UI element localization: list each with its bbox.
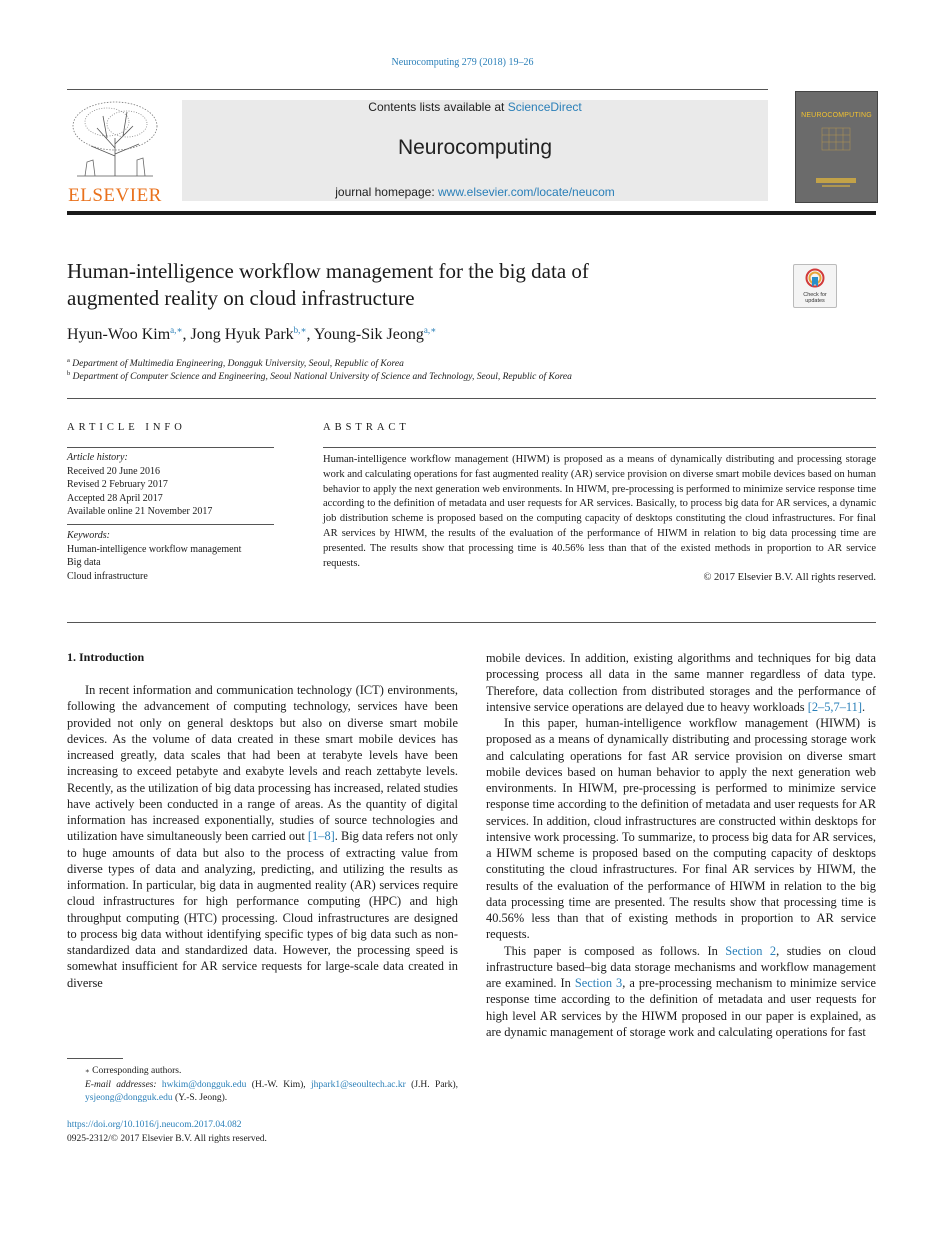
intro-paragraph bbox=[486, 650, 876, 715]
intro-paragraph: In this paper, human-intelligence workflow management (HIWM) is proposed as a means of dynamically distributing and processing storage work and calculating operations for fast AR service provision on diverse smart mobile devices based on human behavior to apply the next generation web environments. In HIWM, pre-processing is performed to minimize service response time according to the definition of metadata and user requests for AR services. In addition, cloud infrastructures are constructed within desktops for intensive work processing. To summarize, to process big data for AR services, a HIWM scheme is proposed based on the computing capacity of desktops constituting the cloud infrastructures. For final AR services by HIWM, the results of the evaluation of the performance of HIWM in relation to the big data processing time are presented. The results show that processing time is 40.56% less than that of existing methods in proportion to AR service requests. bbox=[486, 716, 876, 942]
intro-text: mobile devices. In addition, existing algorithms and techniques for big data processing process all data in the same manner regardless of data type. Therefore, data collection from distributed storages and the performance of intensive service operations are delayed due to heavy workloads bbox=[486, 651, 876, 714]
header-divider bbox=[67, 398, 876, 399]
abstract-rule bbox=[323, 447, 876, 448]
cover-graphic-icon bbox=[796, 92, 877, 202]
homepage-link[interactable]: www.elsevier.com/locate/neucom bbox=[438, 185, 615, 199]
author-mark[interactable]: b,∗ bbox=[293, 325, 307, 335]
email-link[interactable]: ysjeong@dongguk.edu bbox=[85, 1093, 173, 1103]
history-item: Accepted 28 April 2017 bbox=[67, 492, 163, 504]
intro-text: . bbox=[861, 699, 866, 714]
journal-homepage bbox=[182, 185, 768, 199]
affiliation bbox=[67, 370, 572, 382]
history-item: Revised 2 February 2017 bbox=[67, 479, 168, 490]
bookmark-icon bbox=[805, 268, 825, 290]
check-for-updates-badge[interactable] bbox=[793, 264, 837, 308]
homepage-prefix: journal homepage: bbox=[335, 185, 438, 199]
intro-text: In recent information and communication technology (ICT) environments, following the advancement of computing technology, services have been provided not only on general desktops but also on diverse smart mobile devices. As the volume of data created in these smart mobile devices has increased greatly, data scales that had been at terabyte levels have been increasing to exceed petabyte and exabyte levels and reach zettabyte levels. Recently, as the utilization of big data processing has increased, related studies have actively been conducted in a range of areas. As the quantity of digital information has increased exponentially, studies of source technologies and utilization have simultaneously been carried out bbox=[67, 683, 458, 844]
citation-link[interactable]: [1–8] bbox=[307, 829, 335, 844]
intro-text: , studies on cloud infrastructure based–big data storage mechanisms and workflow management are examined. In bbox=[486, 943, 876, 990]
right-column bbox=[486, 650, 876, 1040]
intro-text: . Big data refers not only to huge amounts of data but also to the process of extracting value from diverse types of data and analyzing, predicting, and utilizing the results as information. In particular, big data in augmented reality (AR) services require cloud infrastructures for high performance computing (HPC) and high throughput computing (HTC) processing. Cloud infrastructures are designed to process big data without identifying specific types of big data such as non-standardized data and standardized data. However, the processing speed is somewhat insufficient for AR service requests for large-scale data created in diverse bbox=[67, 829, 459, 990]
author-name[interactable]: Hyun-Woo Kim bbox=[67, 326, 171, 343]
keywords bbox=[67, 529, 274, 583]
abstract-copyright: © 2017 Elsevier B.V. All rights reserved. bbox=[703, 572, 876, 584]
corresponding-note: Corresponding authors. bbox=[92, 1066, 182, 1076]
issn-copyright: 0925-2312/© 2017 Elsevier B.V. All rights reserved. bbox=[67, 1133, 267, 1144]
title-line-2: augmented reality on cloud infrastructure bbox=[67, 286, 415, 310]
contents-prefix: Contents lists available at bbox=[368, 100, 508, 114]
keywords-label: Keywords: bbox=[67, 530, 110, 541]
elsevier-wordmark: ELSEVIER bbox=[68, 185, 162, 206]
article-info-heading: ARTICLE INFO bbox=[67, 422, 186, 433]
affiliation-text: Department of Computer Science and Engineering, Seoul National University of Science and Technology, Seoul, Republic of Korea bbox=[72, 372, 572, 383]
contents-available bbox=[182, 100, 768, 114]
affiliation bbox=[67, 357, 404, 369]
journal-name: Neurocomputing bbox=[397, 136, 553, 159]
article-history bbox=[67, 451, 274, 519]
author-mark[interactable]: a,∗ bbox=[423, 325, 437, 335]
footnote-corresponding: ∗ Corresponding authors. E-mail addresses: hwkim@dongguk.edu (H.-W. Kim), jhpark1@seoultech.ac.kr (J.H. Park), ysjeong@dongguk.edu (Y.-S. Jeong). bbox=[85, 1066, 458, 1103]
cover-title: NEUROCOMPUTING bbox=[801, 112, 872, 119]
citation-link[interactable]: [2–5,7–11] bbox=[807, 699, 862, 714]
masthead-top-rule bbox=[67, 89, 768, 90]
email-link[interactable]: jhpark1@seoultech.ac.kr bbox=[311, 1079, 406, 1090]
affiliation-mark: a bbox=[67, 357, 70, 364]
section-link[interactable]: Section 3 bbox=[574, 976, 623, 990]
article-info-rule bbox=[67, 447, 274, 448]
author-list: Hyun-Woo Kim$^{a,∗}$, Jong Hyuk Park$^{b,∗}$, Young-Sik Jeong$^{a,∗}$ bbox=[67, 325, 437, 343]
email-owner: (J.H. Park), bbox=[405, 1079, 458, 1090]
email-owner: (H.-W. Kim), bbox=[246, 1079, 312, 1090]
section-heading-introduction: 1. Introduction bbox=[67, 650, 145, 664]
history-item: Received 20 June 2016 bbox=[67, 465, 161, 477]
keyword: Human-intelligence workflow management bbox=[67, 543, 242, 555]
abstract-heading: ABSTRACT bbox=[323, 422, 410, 433]
doi-block bbox=[67, 1119, 267, 1146]
intro-paragraph bbox=[486, 943, 876, 1041]
running-head[interactable]: Neurocomputing 279 (2018) 19–26 bbox=[391, 57, 534, 68]
email-link[interactable]: hwkim@dongguk.edu bbox=[161, 1079, 247, 1090]
intro-text: , a pre-processing mechanism to minimize service response time according to the definition of metadata and user requests for high level AR services by the HIWM proposed in our paper is explained, as are dynamic management of storage work and calculating operations for fast bbox=[486, 976, 876, 1039]
doi-link[interactable]: https://doi.org/10.1016/j.neucom.2017.04.082 bbox=[67, 1120, 242, 1130]
title-line-1: Human-intelligence workflow management for the big data of bbox=[67, 259, 589, 283]
author-name[interactable]: Young-Sik Jeong bbox=[313, 326, 424, 343]
elsevier-logo bbox=[67, 98, 163, 206]
keywords-rule bbox=[67, 524, 274, 525]
journal-cover[interactable] bbox=[795, 91, 878, 203]
masthead-banner bbox=[182, 100, 768, 201]
history-label: Article history: bbox=[67, 452, 128, 463]
intro-text: This paper is composed as follows. In bbox=[504, 943, 726, 958]
keyword: Cloud infrastructure bbox=[67, 570, 148, 582]
abstract-text: Human-intelligence workflow management (HIWM) is proposed as a means of dynamically distributing and processing storage work and calculating operations for fast augmented reality (AR) service provision on diverse smart mobile devices based on human behavior to apply the next generation web environments. In HIWM, pre-processing is performed to minimize service response time according to the definition of metadata and user requests for AR services. Basically, to process big data for AR services, a dynamic job distribution scheme is proposed based on the computing capacity of desktops constituting the cloud infrastructures. For final AR services by HIWM, the results of the evaluation of the performance of HIWM in relation to big data processing time are presented. The results show that processing time is 40.56% less than that of the existed methods in proportion to AR service requests. bbox=[323, 454, 876, 569]
abstract-bottom-rule bbox=[67, 622, 876, 623]
keyword: Big data bbox=[67, 557, 101, 568]
footnote-rule bbox=[67, 1058, 123, 1059]
affiliation-mark: b bbox=[67, 370, 71, 377]
affiliation-text: Department of Multimedia Engineering, Dongguk University, Seoul, Republic of Korea bbox=[72, 359, 404, 370]
article-title bbox=[67, 258, 767, 312]
sciencedirect-link[interactable]: ScienceDirect bbox=[507, 100, 582, 114]
section-link[interactable]: Section 2 bbox=[725, 943, 777, 958]
check-updates-label: Check for updates bbox=[803, 292, 827, 304]
email-owner: (Y.-S. Jeong). bbox=[172, 1093, 228, 1103]
left-column bbox=[67, 682, 458, 991]
tree-logo-icon bbox=[67, 98, 163, 178]
intro-paragraph bbox=[67, 682, 458, 991]
author-mark[interactable]: a,∗ bbox=[170, 325, 183, 335]
abstract-body bbox=[323, 453, 876, 586]
author-name[interactable]: Jong Hyuk Park bbox=[190, 326, 294, 343]
masthead-bottom-rule bbox=[67, 211, 876, 215]
history-item: Available online 21 November 2017 bbox=[67, 506, 213, 517]
email-label: E-mail addresses: bbox=[85, 1079, 157, 1090]
